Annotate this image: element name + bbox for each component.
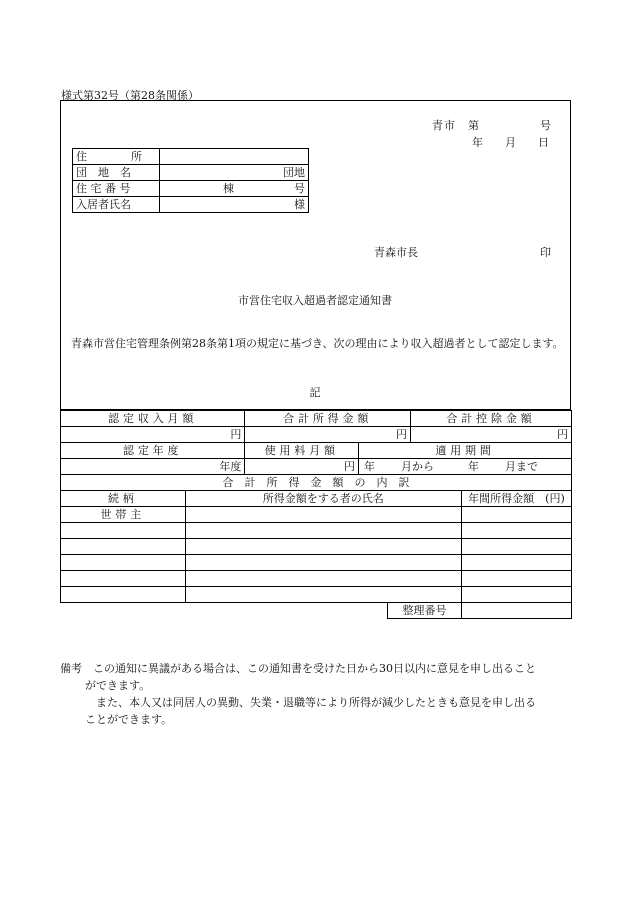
recipient-table <box>72 148 309 213</box>
period-from-month: 月から <box>401 459 435 473</box>
table-row <box>61 507 572 523</box>
annual-income-cell <box>461 523 571 539</box>
header-total-deduction: 合計控除金額 <box>410 411 571 427</box>
earner-name-cell <box>185 523 461 539</box>
address-label: 住 所 <box>73 149 160 165</box>
building-unit: 棟 <box>223 181 234 195</box>
period-to-year: 年 <box>468 459 480 473</box>
table-row <box>61 587 572 603</box>
estate-name-label: 団 地 名 <box>73 165 160 181</box>
annual-income-cell <box>461 571 571 587</box>
control-number-label: 整理番号 <box>388 603 462 619</box>
form-number: 様式第32号（第28条関係） <box>61 89 199 102</box>
issue-date: 年 月 日 <box>472 136 549 149</box>
period-from-year: 年 <box>364 459 376 473</box>
estate-name-value: 団地 <box>160 165 309 181</box>
relationship-householder: 世帯主 <box>61 507 186 523</box>
table-row <box>61 571 572 587</box>
table-row <box>61 539 572 555</box>
house-number-label: 住 宅 番 号 <box>73 181 160 197</box>
annual-income-cell <box>461 539 571 555</box>
resident-name-value: 様 <box>160 197 309 213</box>
earner-name-cell <box>185 587 461 603</box>
remarks-line-1: 備考 この通知に異議がある場合は、この通知書を受けた日から30日以内に意見を申し出ること <box>60 662 536 675</box>
issuer: 青森市長 <box>374 246 418 259</box>
earner-name-cell <box>185 539 461 555</box>
remarks-line-4: ことができます。 <box>85 713 173 726</box>
header-applicable-period: 適用期間 <box>359 443 572 459</box>
fiscal-year-value: 年度 <box>61 459 245 475</box>
monthly-rent-value: 円 <box>245 459 359 475</box>
house-number-value <box>160 181 309 197</box>
seal-mark: 印 <box>540 246 551 259</box>
earner-name-cell <box>185 555 461 571</box>
total-income-value: 円 <box>245 427 411 443</box>
total-deduction-value: 円 <box>410 427 571 443</box>
ki-heading: 記 <box>309 386 321 399</box>
earner-name-cell <box>185 507 461 523</box>
period-to-month: 月まで <box>505 459 539 473</box>
annual-income-cell <box>461 587 571 603</box>
header-total-income: 合計所得金額 <box>245 411 411 427</box>
breakdown-heading: 合 計 所 得 金 額 の 内 訳 <box>61 475 572 491</box>
recognized-income-value: 円 <box>61 427 245 443</box>
remarks <box>60 660 575 728</box>
relationship-cell <box>61 539 186 555</box>
room-unit: 号 <box>294 181 305 195</box>
annual-income-cell <box>461 507 571 523</box>
annual-income-cell <box>461 555 571 571</box>
applicable-period-value <box>359 459 572 475</box>
header-relationship: 続柄 <box>61 491 186 507</box>
header-recognized-income: 認定収入月額 <box>61 411 245 427</box>
earner-name-cell <box>185 571 461 587</box>
document-title: 市営住宅収入超過者認定通知書 <box>238 294 392 307</box>
remarks-line-2: ができます。 <box>85 679 151 692</box>
remarks-line-3: また、本人又は同居人の異動、失業・退職等により所得が減少したときも意見を申し出る <box>96 696 536 709</box>
header-income-earner-name: 所得金額をする者の氏名 <box>185 491 461 507</box>
header-monthly-rent: 使用料月額 <box>245 443 359 459</box>
header-annual-income: 年間所得金額 (円) <box>461 491 571 507</box>
relationship-cell <box>61 587 186 603</box>
resident-name-label: 入居者氏名 <box>73 197 160 213</box>
address-value <box>160 149 309 165</box>
reference-number: 青市 第 号 <box>432 119 552 132</box>
relationship-cell <box>61 571 186 587</box>
blank-cell <box>61 603 388 619</box>
income-table <box>60 410 572 619</box>
header-fiscal-year: 認定年度 <box>61 443 245 459</box>
table-row <box>61 555 572 571</box>
relationship-cell <box>61 523 186 539</box>
body-text: 青森市営住宅管理条例第28条第1項の規定に基づき、次の理由により収入超過者として認定します。 <box>71 337 564 350</box>
table-row <box>61 523 572 539</box>
control-number-value <box>461 603 571 619</box>
relationship-cell <box>61 555 186 571</box>
